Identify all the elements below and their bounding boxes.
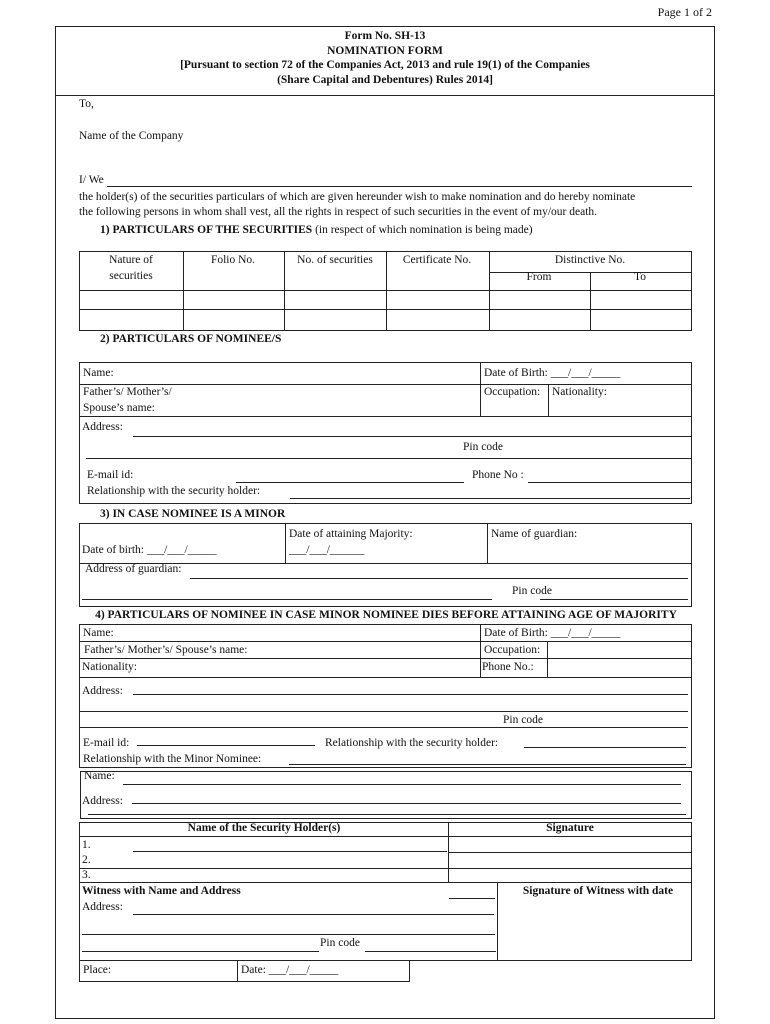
- declaration-line-2: the following persons in whom shall vest, all the rights in respect of such securities in the event of my/our death.: [79, 206, 598, 218]
- col-from: From: [526, 271, 552, 283]
- nominee-occupation-label: Occupation:: [484, 386, 541, 398]
- witness-pin-label: Pin code: [320, 937, 360, 949]
- witness-address-field[interactable]: [133, 914, 494, 915]
- alt-address-label: Address:: [82, 685, 123, 697]
- nominee-nationality-label: Nationality:: [552, 386, 607, 398]
- declaration-line-1: the holder(s) of the securities particulars of which are given hereunder wish to make nomination and do hereby nominate: [79, 191, 636, 203]
- witness-address-label: Address:: [82, 901, 123, 913]
- alt-relationship-label: Relationship with the security holder:: [325, 737, 499, 749]
- section2-title: 2) PARTICULARS OF NOMINEE/S: [100, 333, 282, 345]
- majority-label: Date of attaining Majority:: [289, 528, 413, 540]
- extra-address-field[interactable]: [132, 803, 681, 804]
- nominee-parent-label-1: Father’s/ Mother’s/: [83, 386, 172, 398]
- header-divider: [55, 95, 715, 96]
- holder-name-field[interactable]: [107, 186, 692, 187]
- col-folio: Folio No.: [210, 254, 256, 266]
- section4-title: 4) PARTICULARS OF NOMINEE IN CASE MINOR NOMINEE DIES BEFORE ATTAINING AGE OF MAJORITY: [95, 609, 677, 621]
- extra-address-line-2[interactable]: [88, 814, 686, 815]
- date-label: Date: ___/___/_____: [241, 964, 339, 976]
- extra-address-label: Address:: [82, 795, 123, 807]
- signature-header: Signature: [546, 822, 594, 834]
- holder-row-1: 1.: [82, 839, 91, 851]
- form-number: Form No. SH-13: [344, 30, 426, 42]
- nominee-phone-field[interactable]: [528, 482, 691, 483]
- iwe-label: I/ We: [79, 174, 104, 186]
- alt-minor-relationship-label: Relationship with the Minor Nominee:: [83, 753, 262, 765]
- alt-name-label: Name:: [83, 627, 114, 639]
- witness-pin-field[interactable]: [365, 951, 496, 952]
- witness-title: Witness with Name and Address: [82, 885, 241, 897]
- nominee-address-field[interactable]: [133, 436, 691, 437]
- nominee-email-field[interactable]: [236, 482, 464, 483]
- alt-email-label: E-mail id:: [83, 737, 130, 749]
- col-nature: Nature of: [109, 254, 153, 266]
- page-indicator: Page 1 of 2: [657, 5, 712, 19]
- nominee-dob: Date of Birth: ___/___/_____: [484, 367, 621, 379]
- holder-name-header: Name of the Security Holder(s): [187, 822, 341, 834]
- alt-relationship-field[interactable]: [524, 747, 686, 748]
- section3-title: 3) IN CASE NOMINEE IS A MINOR: [100, 508, 286, 520]
- nominee-pin-label: Pin code: [463, 441, 503, 453]
- form-subtitle-1: [Pursuant to section 72 of the Companies Act, 2013 and rule 19(1) of the Companies: [180, 59, 590, 71]
- nominee-relationship-label: Relationship with the security holder:: [87, 485, 261, 497]
- alt-occupation-label: Occupation:: [484, 644, 541, 656]
- guardian-pin-field[interactable]: [540, 599, 688, 600]
- guardian-address-field[interactable]: [190, 578, 688, 579]
- witness-address-line-3[interactable]: [82, 951, 319, 952]
- extra-name-field[interactable]: [123, 784, 681, 785]
- alt-email-field[interactable]: [137, 745, 315, 746]
- col-distinctive: Distinctive No.: [554, 254, 626, 266]
- extra-name-label: Name:: [84, 770, 115, 782]
- alt-address-field[interactable]: [133, 694, 688, 695]
- alt-dob: Date of Birth: ___/___/_____: [484, 627, 621, 639]
- guardian-address-line-2[interactable]: [82, 599, 492, 600]
- col-nature-2: securities: [109, 270, 153, 282]
- holder-1-field[interactable]: [133, 851, 447, 852]
- guardian-address-label: Address of guardian:: [85, 563, 182, 575]
- alt-minor-relationship-field[interactable]: [289, 764, 686, 765]
- col-certificate: Certificate No.: [402, 254, 472, 266]
- witness-name-field[interactable]: [449, 898, 495, 899]
- holder-row-3: 3.: [82, 869, 91, 881]
- to-label: To,: [79, 98, 94, 110]
- nominee-email-label: E-mail id:: [87, 469, 134, 481]
- alt-phone-label: Phone No.:: [482, 661, 534, 673]
- nominee-address-label: Address:: [82, 421, 123, 433]
- nominee-address-line-2[interactable]: [86, 458, 691, 459]
- witness-signature-label: Signature of Witness with date: [522, 885, 674, 897]
- nominee-relationship-field[interactable]: [290, 498, 690, 499]
- alt-nationality-label: Nationality:: [82, 661, 137, 673]
- majority-date: ___/___/______: [289, 544, 365, 556]
- section1-note: (in respect of which nomination is being made): [312, 224, 533, 236]
- minor-dob: Date of birth: ___/___/_____: [82, 544, 217, 556]
- nominee-parent-label-2: Spouse’s name:: [83, 402, 155, 414]
- company-name-label: Name of the Company: [79, 130, 184, 142]
- guardian-name-label: Name of guardian:: [491, 528, 578, 540]
- holder-row-2: 2.: [82, 854, 91, 866]
- witness-address-line-2[interactable]: [82, 934, 495, 935]
- col-to: To: [634, 271, 646, 283]
- section1-title: 1) PARTICULARS OF THE SECURITIES: [100, 224, 313, 236]
- additional-name-box: [80, 771, 692, 819]
- alt-address-line-2[interactable]: [79, 711, 688, 712]
- nominee-name-label: Name:: [83, 367, 114, 379]
- alt-pin-field[interactable]: [79, 727, 688, 728]
- alt-parent-label: Father’s/ Mother’s/ Spouse’s name:: [84, 644, 248, 656]
- form-title: NOMINATION FORM: [327, 45, 443, 57]
- guardian-pin-label: Pin code: [512, 585, 552, 597]
- nominee-phone-label: Phone No :: [472, 469, 524, 481]
- alt-pin-label: Pin code: [503, 714, 543, 726]
- col-securities-count: No. of securities: [297, 254, 373, 266]
- place-label: Place:: [83, 964, 112, 976]
- form-subtitle-2: (Share Capital and Debentures) Rules 2014]: [277, 74, 493, 86]
